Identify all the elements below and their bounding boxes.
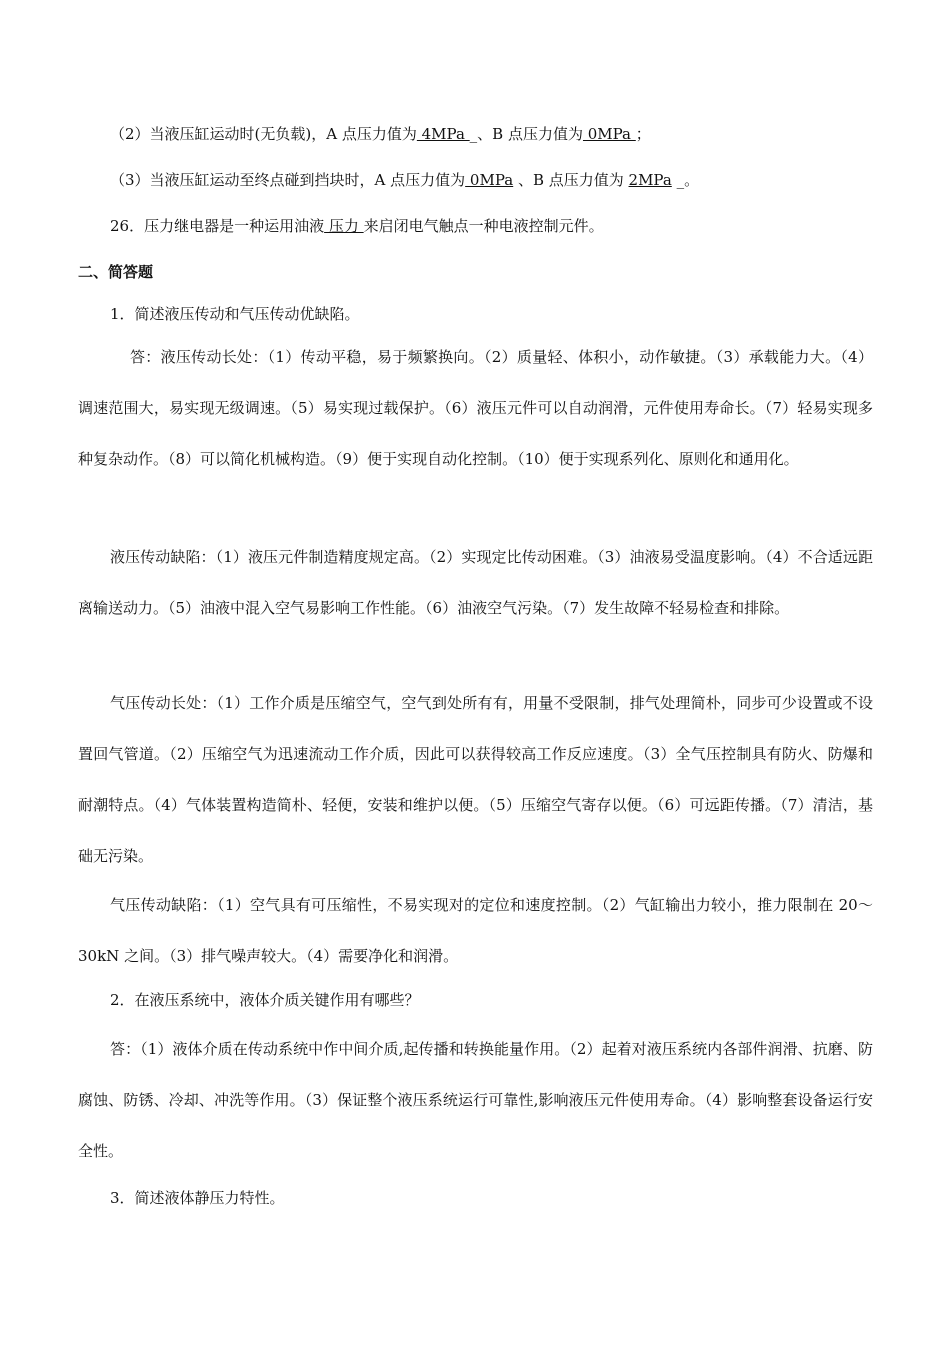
fill-in-text: ； (635, 125, 651, 143)
answer-blank-a: 0MPa (465, 171, 514, 189)
answer-blank-a: 4MPa (416, 125, 470, 143)
fill-in-text: （3）当液压缸运动至终点碰到挡块时，A 点压力值为 (110, 171, 466, 189)
answer-paragraph: 气压传动缺陷：（1）空气具有可压缩性，不易实现对的定位和速度控制。（2）气缸输出力较小，推力限制在 20～30kN 之间。（3）排气噪声较大。（4）需要净化和润滑。 (78, 896, 873, 965)
question-1: 1．简述液压传动和气压传动优缺陷。 (110, 305, 360, 323)
fill-in-question-26 (110, 216, 604, 236)
question-2: 2．在液压系统中，液体介质关键作用有哪些？ (110, 991, 420, 1009)
fill-in-line-3 (110, 170, 699, 190)
answer-blank: 压力 (324, 217, 364, 235)
fill-in-text: 、B 点压力值为 (513, 171, 629, 189)
answer-paragraph: 答：液压传动长处：（1）传动平稳，易于频繁换向。（2）质量轻、体积小，动作敏捷。（3）承载能力大。（4）调速范围大，易实现无级调速。（5）易实现过载保护。（6）液压元件可以自动润滑，元件使用寿命长。（7）轻易实现多种复杂动作。（8）可以简化机械构造。（9）便于实现自动化控制。（10）便于实现系列化、原则化和通用化。 (78, 348, 873, 468)
answer-paragraph: 答：（1）液体介质在传动系统中作中间介质,起传播和转换能量作用。（2）起着对液压系统内各部件润滑、抗磨、防腐蚀、防锈、冷却、冲洗等作用。（3）保证整个液压系统运行可靠性,影响液压元件使用寿命。（4）影响整套设备运行安全性。 (78, 1040, 873, 1160)
section-heading: 二、简答题 (78, 263, 154, 281)
answer-paragraph: 液压传动缺陷：（1）液压元件制造精度规定高。（2）实现定比传动困难。（3）油液易受温度影响。（4）不合适远距离输送动力。（5）油液中混入空气易影响工作性能。（6）油液空气污染。（7）发生故障不轻易检查和排除。 (78, 548, 873, 617)
answer-blank-b: 2MPa (628, 171, 672, 189)
answer-blank-b: 0MPa (582, 125, 636, 143)
fill-in-line-2 (110, 124, 651, 144)
fill-in-text: （2）当液压缸运动时(无负载)，A 点压力值为 (110, 125, 417, 143)
fill-in-text: _。 (671, 171, 700, 189)
answer-paragraph: 气压传动长处：（1）工作介质是压缩空气，空气到处所有有，用量不受限制，排气处理简朴，同步可少设置或不设置回气管道。（2）压缩空气为迅速流动工作介质，因此可以获得较高工作反应速度。（3）全气压控制具有防火、防爆和耐潮特点。（4）气体装置构造简朴、轻便，安装和维护以便。（5）压缩空气寄存以便。（6）可远距传播。（7）清洁，基础无污染。 (78, 694, 873, 865)
fill-in-text: 26．压力继电器是一种运用油液 (110, 217, 325, 235)
fill-in-text: _、B 点压力值为 (469, 125, 583, 143)
fill-in-text: 来启闭电气触点一种电液控制元件。 (363, 217, 604, 235)
question-3: 3．简述液体静压力特性。 (110, 1189, 285, 1207)
